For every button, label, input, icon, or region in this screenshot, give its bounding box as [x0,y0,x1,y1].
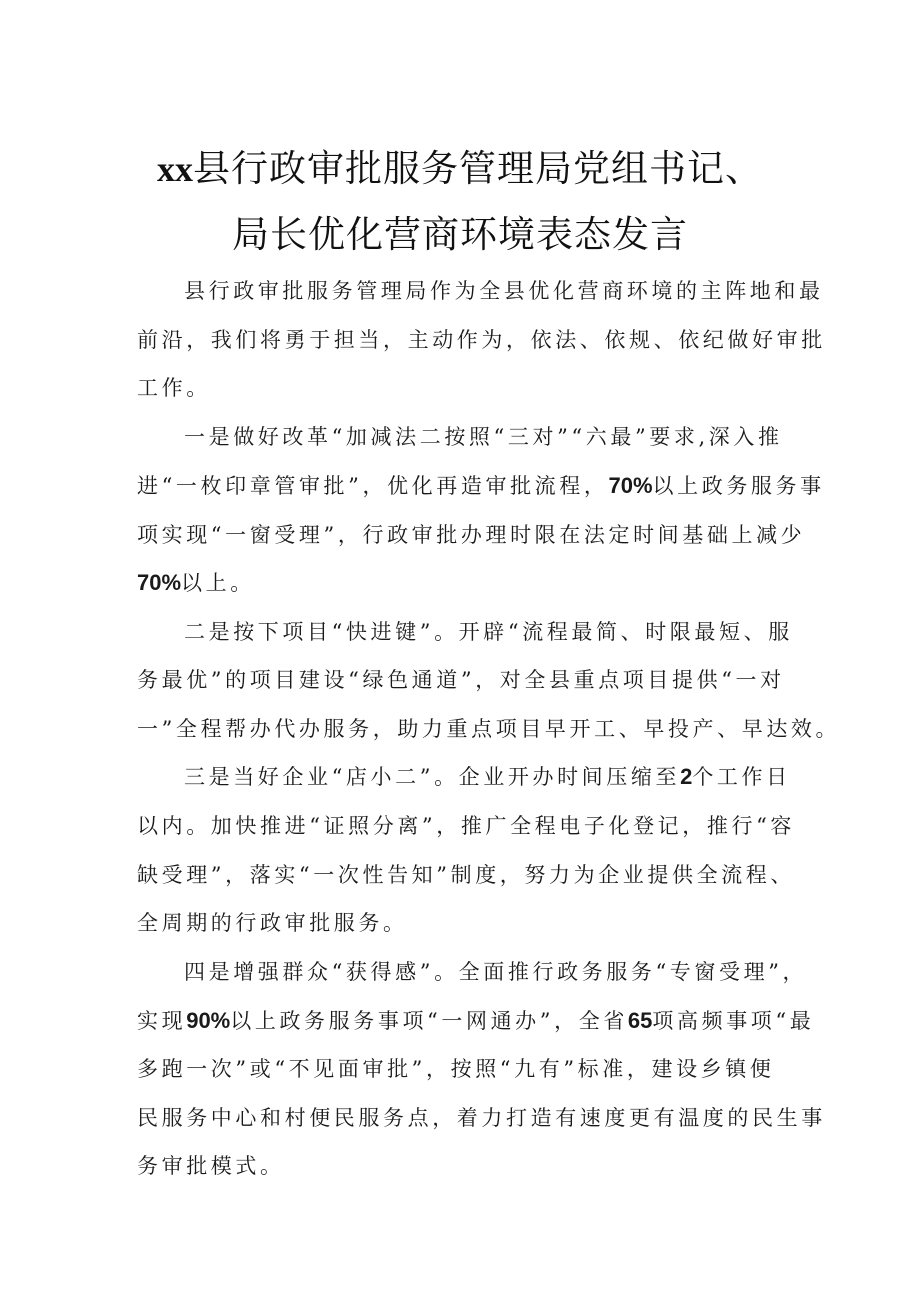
title-prefix: xx [157,149,193,189]
paragraph-line: 四是增强群众“获得感”。全面推行政务服务“专窗受理”， [184,960,808,984]
paragraph-line [137,472,825,500]
number-value: 65 [627,1008,653,1033]
paragraph-line: 工作。 [137,376,211,400]
paragraph-line [137,1007,815,1035]
paragraph-line: 务审批模式。 [137,1154,285,1178]
text-run: 个工作日 [692,765,791,789]
paragraph-line: 缺受理”，落实“一次性告知”制度，努力为企业提供全流程、 [137,863,796,887]
text-run: 以上政务服务事项“一网通办”，全省 [230,1009,628,1033]
paragraph-line: 一”全程帮办代办服务，助力重点项目早开工、早投产、早达效。 [137,717,841,741]
paragraph-line: 民服务中心和村便民服务点，着力打造有速度更有温度的民生事 [137,1106,826,1130]
paragraph-line: 多跑一次”或“不见面审批”，按照“九有”标准，建设乡镇便 [137,1057,775,1081]
paragraph-line [137,569,797,597]
paragraph-line: 前沿，我们将勇于担当，主动作为，依法、依规、依纪做好审批 [137,328,826,352]
paragraph-line: 二是按下项目“快进键”。开辟“流程最简、时限最短、服 [184,620,793,644]
text-run: 以上。 [181,571,255,595]
paragraph-line: 项实现“一窗受理”，行政审批办理时限在法定时间基础上减少 [137,523,806,547]
number-value: 2 [680,764,693,789]
paragraph-line: 全周期的行政审批服务。 [137,911,408,935]
percentage-value: 90% [186,1008,231,1033]
title-line-2-text: 局长优化营商环境表态发言 [232,213,688,256]
text-run: 进“一枚印章管审批”，优化再造审批流程， [137,474,609,498]
paragraph-line: 以内。加快推进“证照分离”，推广全程电子化登记，推行“容 [137,814,796,838]
title-line-1-text: 县行政审批服务管理局党组书记、 [193,147,763,190]
paragraph-line: 县行政审批服务管理局作为全县优化营商环境的主阵地和最 [184,279,824,303]
percentage-value: 70% [137,570,182,595]
text-run: 项高频事项“最 [652,1009,815,1033]
paragraph-line: 一是做好改革“加减法二按照“三对”“六最”要求,深入推 [184,425,783,449]
document-title-line-1 [0,138,920,192]
document-title-line-2 [0,204,920,258]
percentage-value: 70% [608,473,653,498]
text-run: 三是当好企业“店小二”。企业开办时间压缩至 [184,765,681,789]
paragraph-line: 务最优”的项目建设“绿色通道”，对全县重点项目提供“一对 [137,668,785,692]
text-run: 实现 [137,1009,187,1033]
text-run: 以上政务服务事 [652,474,825,498]
paragraph-line [184,763,844,791]
